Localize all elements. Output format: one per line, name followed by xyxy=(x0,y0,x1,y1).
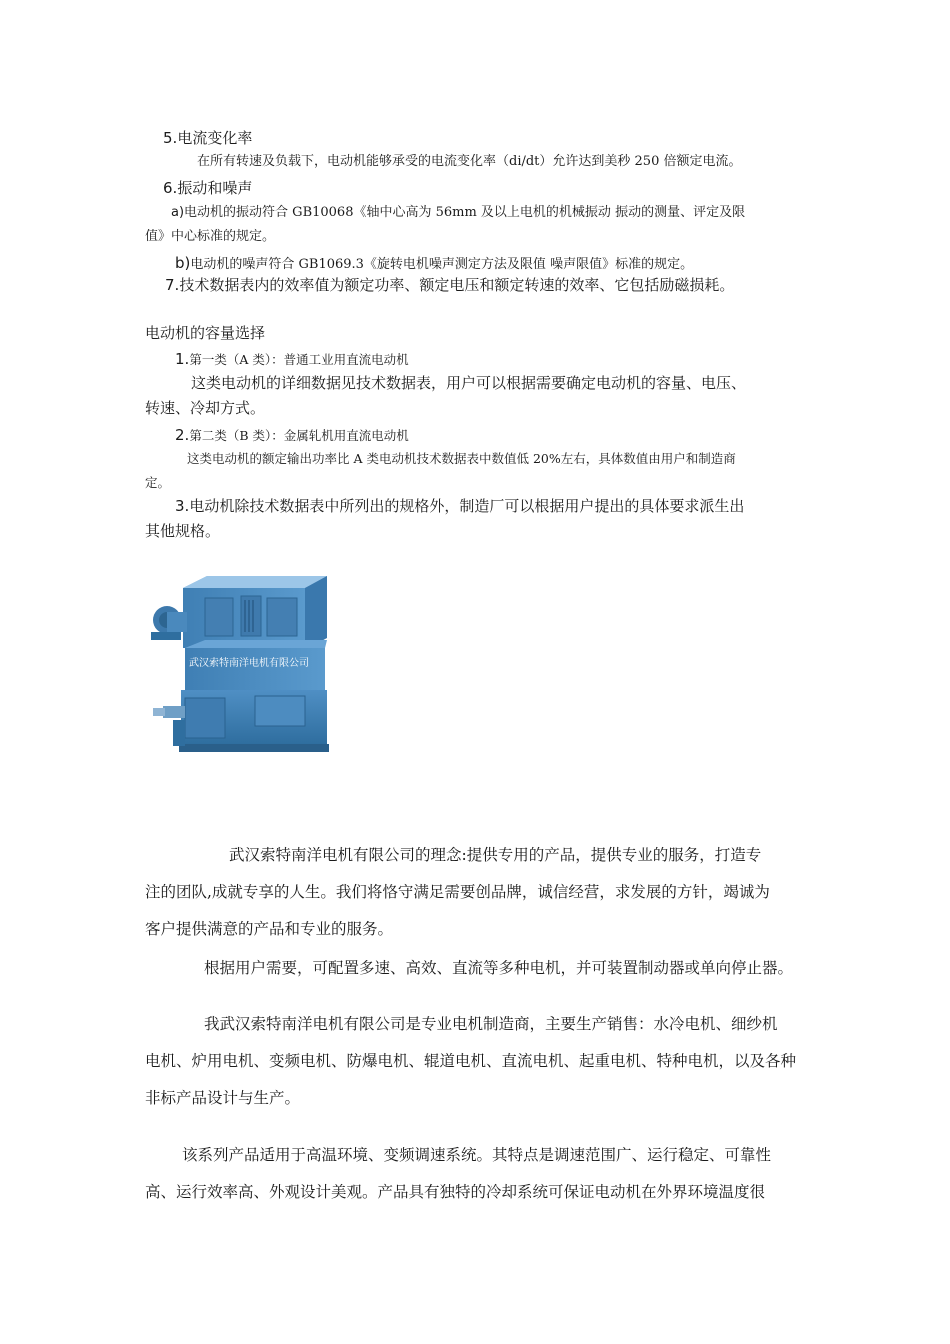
section-6a-line2: 值》中心标准的规定。 xyxy=(145,229,276,244)
capacity-item-2-title: 第二类（B 类）：金属轧机用直流电动机 xyxy=(189,428,409,443)
section-6a-marker: a) xyxy=(171,205,185,220)
capacity-item-3-line1 xyxy=(175,497,744,515)
section-6b-marker: b) xyxy=(175,254,191,272)
capacity-item-1-title: 第一类（A 类）：普通工业用直流电动机 xyxy=(189,352,409,367)
capacity-item-1-line1: 这类电动机的详细数据见技术数据表，用户可以根据需要确定电动机的容量、电压、 xyxy=(191,374,747,392)
section-6a-line1 xyxy=(171,205,745,221)
section-5-title: 电流变化率 xyxy=(177,129,253,147)
series-line1: 该系列产品适用于高温环境、变频调速系统。其特点是调速范围广、运行稳定、可靠性 xyxy=(182,1146,772,1164)
photo-watermark: 武汉索特南洋电机有限公司 xyxy=(189,658,309,669)
section-7-text: 技术数据表内的效率值为额定功率、额定电压和额定转速的效率、它包括励磁损耗。 xyxy=(179,276,735,294)
capacity-item-2-number: 2. xyxy=(175,426,190,444)
section-5-number: 5. xyxy=(163,129,178,147)
section-6-title: 振动和噪声 xyxy=(177,179,253,197)
section-6b-text: 电动机的噪声符合 GB1069.3《旋转电机噪声测定方法及限值 噪声限值》标准的规定。 xyxy=(190,257,694,272)
section-7-line xyxy=(165,276,734,294)
company-intro-line1: 我武汉索特南洋电机有限公司是专业电机制造商，主要生产销售：水冷电机、细纱机 xyxy=(204,1015,778,1033)
section-6b-line xyxy=(175,254,693,273)
company-philosophy-line1: 武汉索特南洋电机有限公司的理念:提供专用的产品，提供专业的服务，打造专 xyxy=(229,846,762,864)
capacity-item-3-number: 3. xyxy=(175,497,190,515)
capacity-item-2-line2: 定。 xyxy=(145,475,171,490)
series-line2: 高、运行效率高、外观设计美观。产品具有独特的冷却系统可保证电动机在外界环境温度很 xyxy=(145,1183,766,1201)
capacity-item-3-text: 电动机除技术数据表中所列出的规格外，制造厂可以根据用户提出的具体要求派生出 xyxy=(189,497,745,515)
company-philosophy-line2: 注的团队,成就专享的人生。我们将恪守满足需要创品牌，诚信经营，求发展的方针，竭诚为 xyxy=(145,883,770,901)
capacity-item-3-line2: 其他规格。 xyxy=(145,522,221,540)
company-intro-line3: 非标产品设计与生产。 xyxy=(145,1089,301,1107)
capacity-item-2-line1: 这类电动机的额定输出功率比 A 类电动机技术数据表中数值低 20%左右，具体数值由用户和制造商 xyxy=(187,451,736,466)
capacity-item-1-line2: 转速、冷却方式。 xyxy=(145,399,266,417)
company-intro-line2: 电机、炉用电机、变频电机、防爆电机、辊道电机、直流电机、起重电机、特种电机，以及各种 xyxy=(145,1052,797,1070)
section-5-heading xyxy=(163,128,252,147)
capacity-item-2-title-line xyxy=(175,425,409,444)
section-7-number: 7. xyxy=(165,276,180,294)
section-6a-text: 电动机的振动符合 GB10068《轴中心高为 56mm 及以上电机的机械振动 振动的测量、评定及限 xyxy=(184,205,746,220)
capacity-item-1-title-line xyxy=(175,349,409,368)
company-config: 根据用户需要，可配置多速、高效、直流等多种电机，并可装置制动器或单向停止器。 xyxy=(204,959,794,977)
capacity-item-1-number: 1. xyxy=(175,350,190,368)
section-6-heading xyxy=(163,178,252,197)
section-5-body: 在所有转速及负载下，电动机能够承受的电流变化率（di/dt）允许达到美秒 250 倍额定电流。 xyxy=(197,154,742,169)
section-6-number: 6. xyxy=(163,179,178,197)
company-philosophy-line3: 客户提供满意的产品和专业的服务。 xyxy=(145,920,394,938)
capacity-heading: 电动机的容量选择 xyxy=(145,324,266,342)
dc-motor-photo xyxy=(145,568,330,758)
